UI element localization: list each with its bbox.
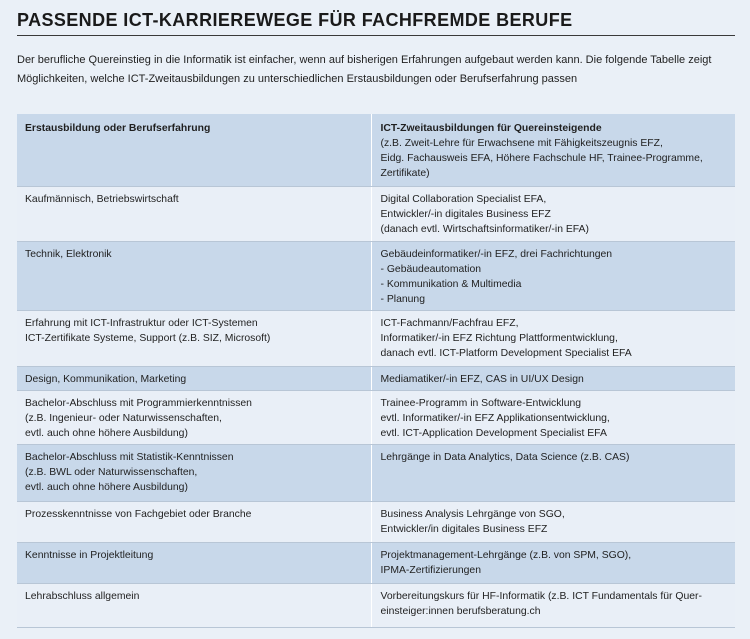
cell-line: Mediamatiker/-in EFZ, CAS in UI/UX Design [380, 373, 584, 385]
cell-line: einsteiger:innen berufsberatung.ch [380, 605, 541, 617]
career-paths-table [17, 114, 735, 628]
cell-line: Erfahrung mit ICT-Infrastruktur oder ICT-Systemen [25, 317, 258, 329]
header-cell-first-training [17, 114, 371, 186]
cell-line: - Gebäudeautomation [380, 263, 482, 275]
table-row [17, 241, 735, 310]
cell-ict-training [371, 390, 735, 444]
cell-first-training [17, 186, 371, 241]
cell-line: Technik, Elektronik [25, 248, 112, 260]
table-row [17, 501, 735, 542]
cell-ict-training [371, 310, 735, 366]
cell-line: Kaufmännisch, Betriebswirtschaft [25, 193, 179, 205]
cell-first-training [17, 241, 371, 310]
cell-line: Bachelor-Abschluss mit Statistik-Kenntnissen [25, 451, 234, 463]
cell-line: Bachelor-Abschluss mit Programmierkenntnissen [25, 397, 252, 409]
cell-line: ICT-Zertifikate Systeme, Support (z.B. SIZ, Microsoft) [25, 332, 271, 344]
cell-line: Kenntnisse in Projektleitung [25, 549, 154, 561]
cell-first-training [17, 583, 371, 627]
cell-first-training [17, 390, 371, 444]
cell-line: Lehrabschluss allgemein [25, 590, 140, 602]
cell-line: Informatiker/-in EFZ Richtung Plattformentwicklung, [380, 332, 618, 344]
cell-line: Projektmanagement-Lehrgänge (z.B. von SPM, SGO), [380, 549, 632, 561]
cell-ict-training [371, 366, 735, 390]
cell-line: Gebäudeinformatiker/-in EFZ, drei Fachrichtungen [380, 248, 613, 260]
table-row [17, 444, 735, 501]
cell-line: Business Analysis Lehrgänge von SGO, [380, 508, 565, 520]
header-cell-ict-training [371, 114, 735, 186]
cell-first-training [17, 542, 371, 583]
table-row [17, 366, 735, 390]
cell-line: Entwickler/in digitales Business EFZ [380, 523, 548, 535]
header-right-title: ICT-Zweitausbildungen für Quereinsteigende [380, 123, 602, 134]
cell-line: evtl. auch ohne höhere Ausbildung) [25, 481, 188, 493]
page-title: PASSENDE ICT-KARRIEREWEGE FÜR FACHFREMDE BERUFE [17, 10, 573, 30]
cell-line: Entwickler/-in digitales Business EFZ [380, 208, 551, 220]
header-right-line: (z.B. Zweit-Lehre für Erwachsene mit Fähigkeitszeugnis EFZ, [380, 138, 663, 149]
cell-ict-training [371, 583, 735, 627]
header-left-label: Erstausbildung oder Berufserfahrung [25, 123, 211, 134]
cell-ict-training [371, 241, 735, 310]
cell-line: (z.B. BWL oder Naturwissenschaften, [25, 466, 198, 478]
cell-line: danach evtl. ICT-Platform Development Specialist EFA [380, 347, 632, 359]
cell-first-training [17, 310, 371, 366]
cell-line: Prozesskenntnisse von Fachgebiet oder Branche [25, 508, 252, 520]
cell-line: Lehrgänge in Data Analytics, Data Science (z.B. CAS) [380, 451, 630, 463]
table-row [17, 310, 735, 366]
cell-line: - Planung [380, 293, 425, 305]
header-right-line: Eidg. Fachausweis EFA, Höhere Fachschule HF, Trainee-Programme, [380, 153, 703, 164]
cell-ict-training [371, 444, 735, 501]
table-row [17, 542, 735, 583]
cell-line: Trainee-Programm in Software-Entwicklung [380, 397, 582, 409]
cell-line: IPMA-Zertifizierungen [380, 564, 481, 576]
cell-line: (danach evtl. Wirtschaftsinformatiker/-in EFA) [380, 223, 589, 235]
header-right-line: Zertifikate) [380, 168, 430, 179]
cell-line: (z.B. Ingenieur- oder Naturwissenschaften, [25, 412, 222, 424]
intro-paragraph: Der berufliche Quereinstieg in die Informatik ist einfacher, wenn auf bisherigen Erfahrungen aufgebaut werden kann. Die folgende Tabelle zeigt Möglichkeiten, welche ICT-Zweitausbildungen zu unterschiedlichen Erstausbildungen oder Berufserfahrung passen [17, 54, 712, 85]
cell-first-training [17, 501, 371, 542]
cell-line: evtl. ICT-Application Development Specialist EFA [380, 427, 607, 439]
table-header-row [17, 114, 735, 186]
cell-line: Digital Collaboration Specialist EFA, [380, 193, 547, 205]
cell-ict-training [371, 501, 735, 542]
table-row [17, 390, 735, 444]
cell-line: - Kommunikation & Multimedia [380, 278, 522, 290]
cell-first-training [17, 444, 371, 501]
cell-ict-training [371, 542, 735, 583]
table-row [17, 583, 735, 627]
title-divider [17, 35, 735, 36]
cell-first-training [17, 366, 371, 390]
cell-line: ICT-Fachmann/Fachfrau EFZ, [380, 317, 519, 329]
cell-line: evtl. auch ohne höhere Ausbildung) [25, 427, 188, 439]
cell-line: Design, Kommunikation, Marketing [25, 373, 187, 385]
table-row [17, 186, 735, 241]
cell-ict-training [371, 186, 735, 241]
cell-line: evtl. Informatiker/-in EFZ Applikationsentwicklung, [380, 412, 610, 424]
cell-line: Vorbereitungskurs für HF-Informatik (z.B. ICT Fundamentals für Quer- [380, 590, 702, 602]
